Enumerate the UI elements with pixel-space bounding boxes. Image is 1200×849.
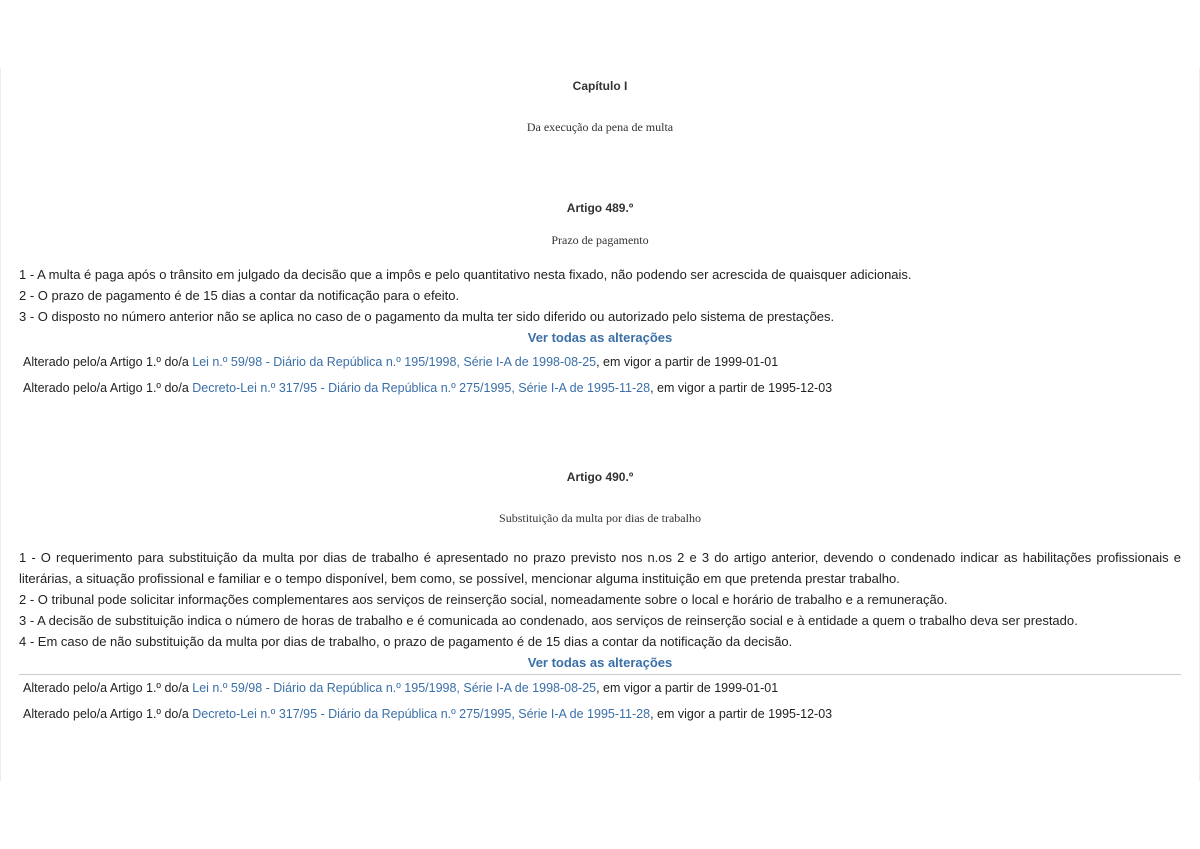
paragraph-1: 1 - O requerimento para substituição da multa por dias de trabalho é apresentado no prazo previsto nos n.os 2 e 3 do artigo anterior, devendo o condenado indicar as habilitações profissionais e literárias, a situação profissional e familiar e o tempo disponível, bem como, se possível, mencionar alguma instituição em que pretenda prestar trabalho.	[19, 550, 1181, 586]
paragraph-2: 2 - O tribunal pode solicitar informações complementares aos serviços de reinserção social, nomeadamente sobre o local e horário de trabalho e a remuneração.	[19, 592, 948, 607]
article-epigraph: Prazo de pagamento	[551, 233, 649, 247]
chapter-subtitle: Da execução da pena de multa	[526, 120, 674, 134]
document-page	[0, 68, 1200, 781]
amendment-link[interactable]: Decreto-Lei n.º 317/95 - Diário da República n.º 275/1995, Série I-A de 1995-11-28	[192, 707, 651, 721]
chapter-title: Capítulo I	[572, 79, 628, 93]
amendment-link[interactable]: Lei n.º 59/98 - Diário da República n.º 195/1998, Série I-A de 1998-08-25	[192, 681, 597, 695]
amendment-row	[19, 375, 1181, 401]
amendment-suffix: , em vigor a partir de 1995-12-03	[650, 381, 833, 395]
amendment-prefix: Alterado pelo/a Artigo 1.º do/a	[23, 681, 193, 695]
article-paragraphs	[19, 264, 1181, 327]
paragraph-4: 4 - Em caso de não substituição da multa por dias de trabalho, o prazo de pagamento é de 15 dias a contar da notificação da decisão.	[19, 634, 793, 649]
article-number: Artigo 490.º	[566, 470, 634, 484]
paragraph-3: 3 - O disposto no número anterior não se aplica no caso de o pagamento da multa ter sido diferido ou autorizado pelo sistema de prestações.	[19, 309, 835, 324]
amendment-link[interactable]: Lei n.º 59/98 - Diário da República n.º 195/1998, Série I-A de 1998-08-25	[192, 355, 597, 369]
article-490	[19, 468, 1181, 727]
amendments-list	[19, 675, 1181, 727]
article-number: Artigo 489.º	[566, 201, 634, 215]
amendment-suffix: , em vigor a partir de 1999-01-01	[596, 681, 779, 695]
article-489	[19, 199, 1181, 401]
see-all-changes-link[interactable]: Ver todas as alterações	[527, 330, 673, 345]
amendment-suffix: , em vigor a partir de 1995-12-03	[650, 707, 833, 721]
amendment-prefix: Alterado pelo/a Artigo 1.º do/a	[23, 355, 193, 369]
amendments-list	[19, 349, 1181, 401]
article-epigraph: Substituição da multa por dias de trabalho	[499, 511, 701, 525]
see-all-changes-link[interactable]: Ver todas as alterações	[527, 655, 673, 670]
paragraph-3: 3 - A decisão de substituição indica o número de horas de trabalho e é comunicada ao condenado, aos serviços de reinserção social e à entidade a quem o trabalho deva ser prestado.	[19, 613, 1078, 628]
paragraph-2: 2 - O prazo de pagamento é de 15 dias a contar da notificação para o efeito.	[19, 288, 460, 303]
amendment-suffix: , em vigor a partir de 1999-01-01	[596, 355, 779, 369]
article-paragraphs	[19, 547, 1181, 652]
amendment-link[interactable]: Decreto-Lei n.º 317/95 - Diário da República n.º 275/1995, Série I-A de 1995-11-28	[192, 381, 651, 395]
amendment-prefix: Alterado pelo/a Artigo 1.º do/a	[23, 707, 193, 721]
amendment-row	[19, 675, 1181, 701]
amendment-row	[19, 349, 1181, 375]
amendment-prefix: Alterado pelo/a Artigo 1.º do/a	[23, 381, 193, 395]
paragraph-1: 1 - A multa é paga após o trânsito em julgado da decisão que a impôs e pelo quantitativo nesta fixado, não podendo ser acrescida de quaisquer adicionais.	[19, 267, 912, 282]
amendment-row	[19, 701, 1181, 727]
